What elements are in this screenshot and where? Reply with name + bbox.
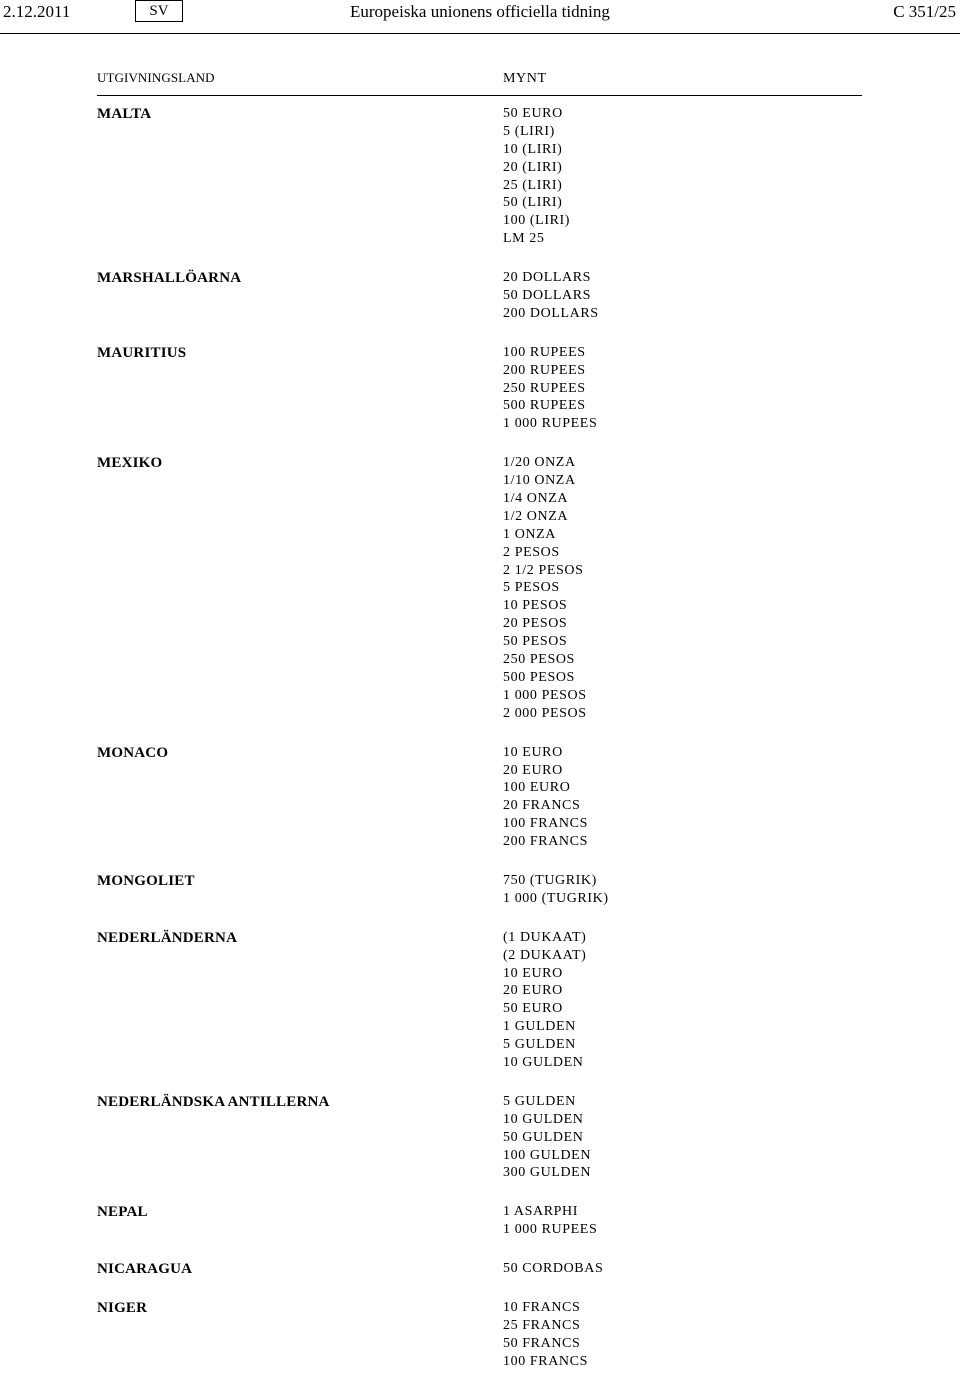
coin-denomination: (1 DUKAAT) [503,929,587,945]
coin-list [503,269,960,323]
coin-denomination: 50 (LIRI) [503,195,563,211]
coin-list [503,344,960,433]
coin-denomination: 100 (LIRI) [503,213,571,229]
coin-denomination: 2 000 PESOS [503,705,587,721]
coin-denomination: 25 FRANCS [503,1317,581,1333]
table-row [0,1203,960,1239]
coin-denomination: 300 GULDEN [503,1165,592,1181]
coin-denomination: 20 DOLLARS [503,270,592,286]
coin-denomination: 200 RUPEES [503,362,586,378]
coin-denomination: 20 EURO [503,762,563,778]
coin-denomination: 10 GULDEN [503,1111,584,1127]
country-name: NIGER [97,1299,148,1316]
coin-denomination: 1/4 ONZA [503,491,569,507]
coin-denomination: 2 1/2 PESOS [503,562,584,578]
coin-denomination: 50 GULDEN [503,1129,584,1145]
table-row [0,269,960,323]
country-name: MALTA [97,106,152,122]
country-name: NEDERLÄNDSKA ANTILLERNA [97,1093,330,1110]
coin-denomination: 5 GULDEN [503,1093,576,1109]
coin-denomination: 50 PESOS [503,634,568,650]
coin-denomination: 100 RUPEES [503,344,586,360]
coin-denomination: 1 000 RUPEES [503,416,598,432]
coin-denomination: 1 GULDEN [503,1019,576,1035]
coin-denomination: 1 ONZA [503,526,556,542]
coin-denomination: 200 FRANCS [503,834,588,850]
coin-denomination: 10 (LIRI) [503,141,563,157]
country-name: MAURITIUS [97,344,187,361]
table-row [0,1260,960,1278]
coin-denomination: 500 RUPEES [503,398,586,414]
coin-denomination: 50 CORDOBAS [503,1261,604,1277]
coin-denomination: 250 RUPEES [503,380,586,396]
coin-list [503,1299,960,1371]
coin-denomination: LM 25 [503,231,545,247]
table-row [0,1093,960,1182]
page-header [0,0,960,34]
coin-denomination: 2 PESOS [503,544,560,560]
coin-denomination: 1/2 ONZA [503,508,569,524]
coin-denomination: 500 PESOS [503,669,575,685]
coin-denomination: 50 EURO [503,106,563,121]
coin-denomination: 10 GULDEN [503,1054,584,1070]
journal-title: Europeiska unionens officiella tidning [350,2,610,21]
table-row [0,454,960,722]
coin-denomination: 20 (LIRI) [503,159,563,175]
table-row [0,1299,960,1371]
coin-denomination: 20 PESOS [503,616,568,632]
coin-denomination: 20 EURO [503,983,563,999]
coin-denomination: 50 DOLLARS [503,288,592,304]
coin-denomination: (2 DUKAAT) [503,947,587,963]
coin-list [503,744,960,851]
coin-denomination: 50 FRANCS [503,1335,581,1351]
coin-denomination: 10 PESOS [503,598,568,614]
coin-denomination: 100 FRANCS [503,1353,588,1369]
coin-list [503,872,960,908]
table-row [0,744,960,851]
column-header-country: UTGIVNINGSLAND [97,70,215,85]
page-reference: C 351/25 [893,2,956,21]
coin-denomination: 100 EURO [503,780,571,796]
coin-denomination: 250 PESOS [503,652,575,668]
coin-denomination: 1/10 ONZA [503,473,576,489]
table-row [0,105,960,248]
coin-table [0,105,960,1392]
coin-denomination: 1 000 RUPEES [503,1222,598,1238]
country-name: MEXIKO [97,455,163,472]
coin-denomination: 200 DOLLARS [503,305,599,321]
country-name: MONGOLIET [97,872,195,889]
coin-denomination: 10 EURO [503,965,563,981]
coin-denomination: 10 EURO [503,744,563,760]
coin-denomination: 100 GULDEN [503,1147,592,1163]
coin-denomination: 750 (TUGRIK) [503,872,597,888]
coin-denomination: 100 FRANCS [503,816,588,832]
publication-date: 2.12.2011 [3,2,71,21]
table-row [0,872,960,908]
coin-list [503,1203,960,1239]
country-name: MONACO [97,744,169,761]
coin-list [503,1093,960,1182]
table-row [0,344,960,433]
coin-denomination: 1 000 PESOS [503,687,587,703]
coin-denomination: 5 (LIRI) [503,123,555,139]
coin-denomination: 1/20 ONZA [503,455,576,471]
coin-list [503,1260,960,1278]
coin-denomination: 50 EURO [503,1001,563,1017]
column-header-coin: MYNT [503,71,547,86]
country-name: NEPAL [97,1204,148,1221]
table-row [0,929,960,1072]
country-name: NICARAGUA [97,1261,193,1278]
coin-list [503,929,960,1072]
coin-list [503,105,960,248]
language-badge: SV [135,0,183,22]
coin-list [503,454,960,722]
coin-denomination: 10 FRANCS [503,1299,581,1315]
coin-denomination: 5 GULDEN [503,1037,576,1053]
country-name: MARSHALLÖARNA [97,270,242,287]
coin-denomination: 1 000 (TUGRIK) [503,890,609,906]
coin-denomination: 1 ASARPHI [503,1204,579,1220]
coin-denomination: 5 PESOS [503,580,560,596]
coin-denomination: 20 FRANCS [503,798,581,814]
coin-denomination: 25 (LIRI) [503,177,563,193]
header-rule [97,95,862,96]
country-name: NEDERLÄNDERNA [97,929,238,946]
